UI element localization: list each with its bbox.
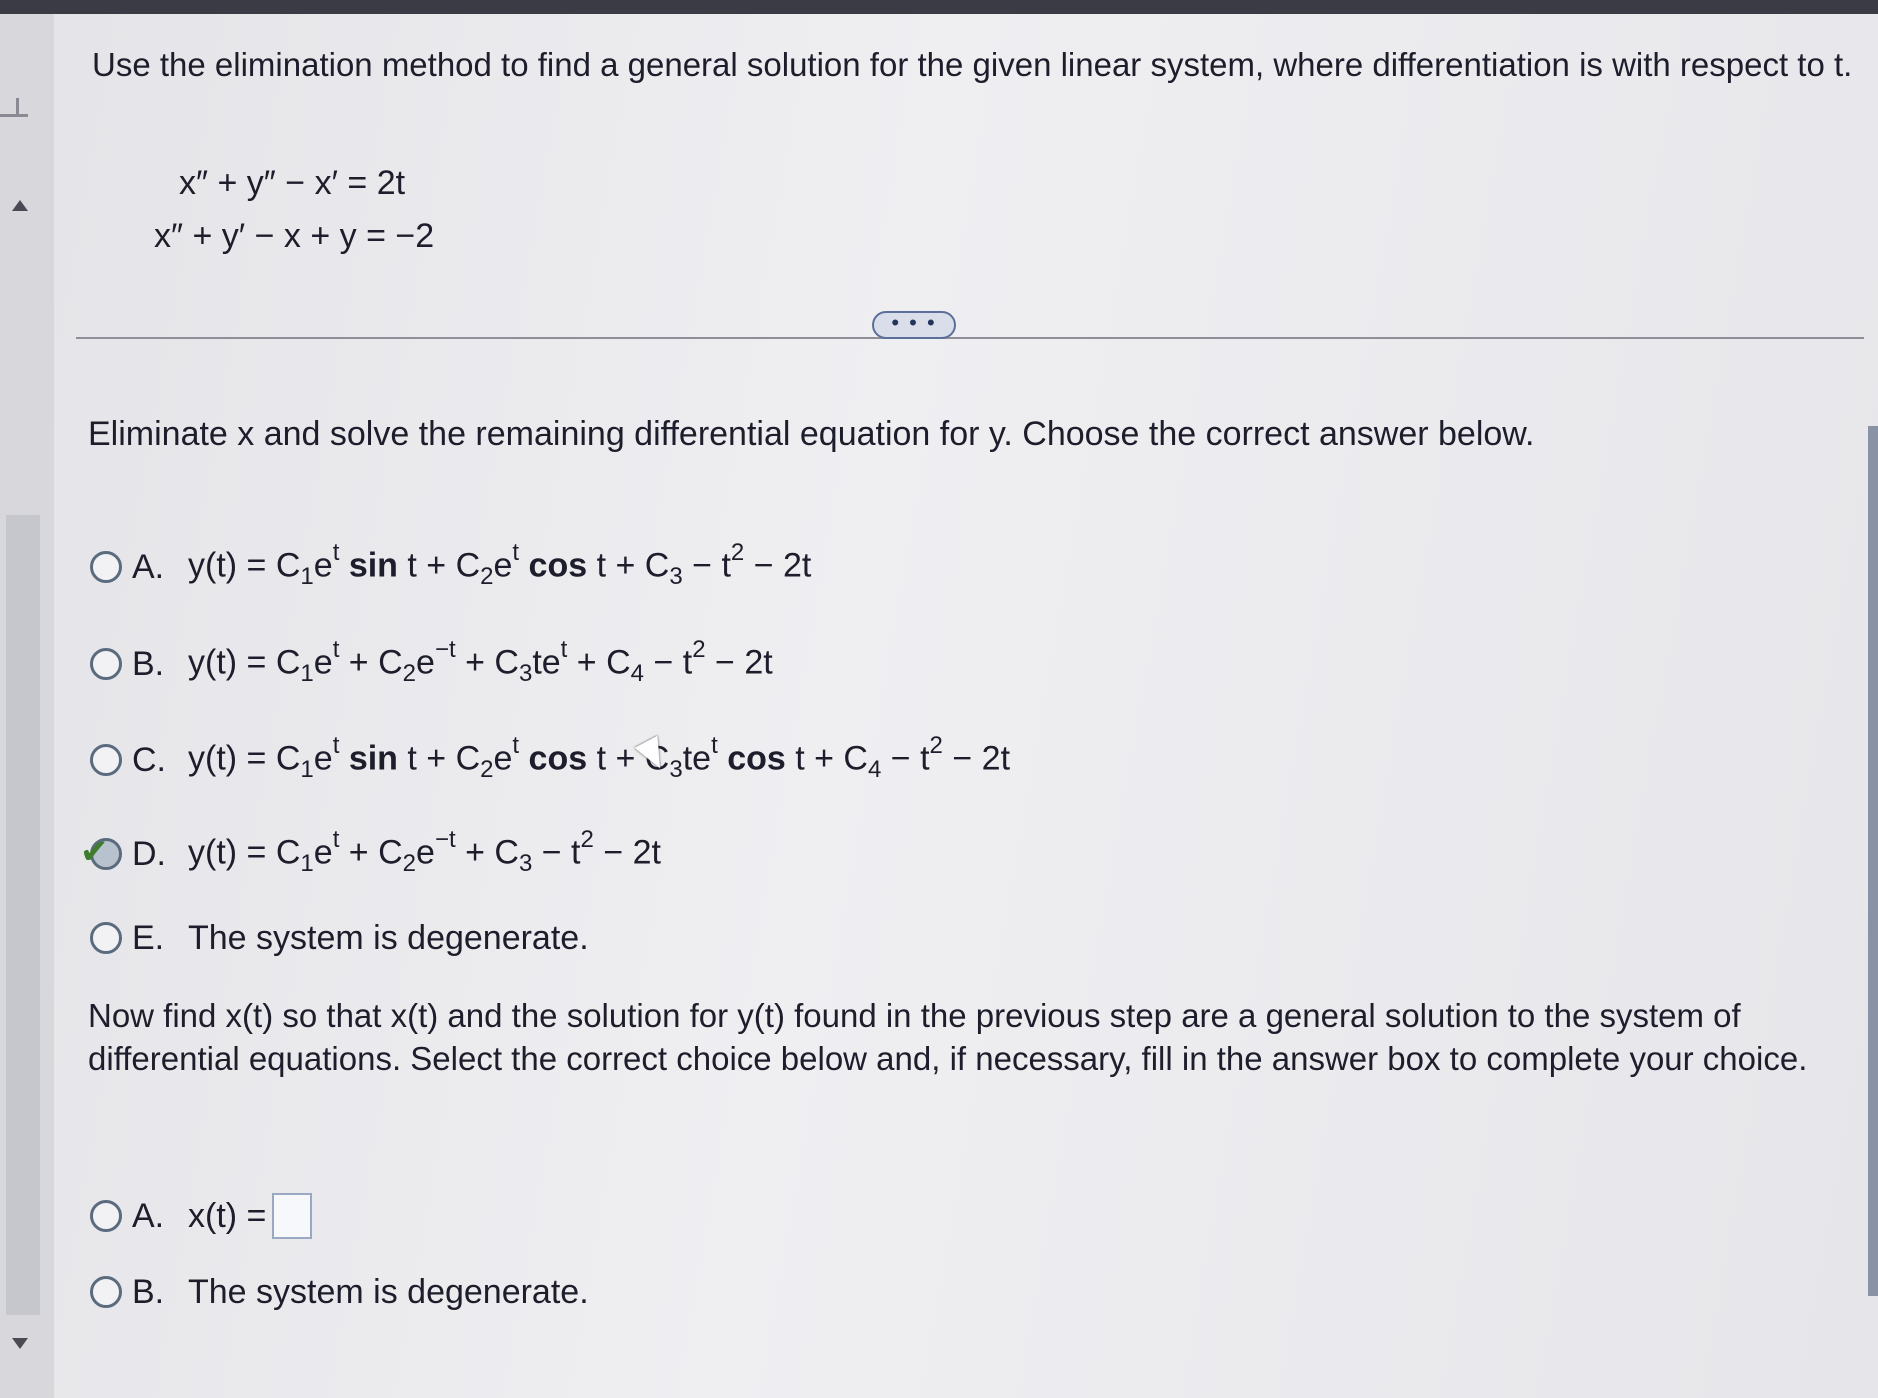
choice-a-formula: $y(t) = C_1e^t$ $\sin t + C_2e^t$ $\cos t + C_3 - t^2 - 2t$ — [188, 538, 812, 591]
check-icon: ✔ — [80, 833, 109, 871]
part2-choice-b[interactable] — [90, 1264, 589, 1320]
equation-1: x″ + y″ − x′ = 2t — [179, 164, 406, 202]
radio-button-icon[interactable] — [90, 922, 122, 954]
choice-d[interactable] — [80, 825, 661, 882]
left-scroll-up-icon[interactable] — [12, 200, 28, 211]
choice-c-formula: $y(t) = C_1e^t$ $\sin t + C_2e^t$ $\cos t + C_3te^t$ $\cos t + C_4 - t^2 - 2t$ — [188, 731, 1011, 784]
collapse-bar — [0, 114, 28, 117]
choice-d-formula: $y(t) = C_1e^t + C_2e^{-t} + C_3 - t^2 - 2t$ — [188, 825, 661, 878]
choice-c[interactable] — [90, 732, 1010, 788]
part2-choice-a[interactable] — [90, 1188, 312, 1244]
choice-letter: A. — [132, 1196, 165, 1235]
radio-button-icon[interactable] — [90, 551, 122, 583]
part2-choice-b-text: The system is degenerate. — [188, 1272, 589, 1311]
radio-button-icon[interactable] — [90, 1276, 122, 1308]
choice-letter: D. — [132, 834, 166, 873]
choice-a[interactable] — [90, 539, 811, 595]
left-scroll-down-icon[interactable] — [12, 1338, 28, 1349]
expand-button[interactable]: • • • — [872, 311, 956, 339]
right-scrollbar-thumb[interactable] — [1868, 426, 1878, 1296]
choice-b-formula: $y(t) = C_1e^t + C_2e^{-t} + C_3te^t + C_4 - t^2 - 2t$ — [188, 635, 773, 688]
choice-letter: C. — [132, 740, 166, 779]
part2-prompt: Now find x(t) so that x(t) and the solution for y(t) found in the previous step are a general solution to the system of differential equations. Select the correct choice below and, if necessary, fill in the answer box to complete your choice. — [88, 997, 1808, 1077]
choice-letter: A. — [132, 547, 165, 586]
top-bar — [0, 0, 1878, 14]
x-answer-input[interactable] — [272, 1193, 312, 1239]
choice-b[interactable] — [90, 636, 773, 692]
choice-letter: E. — [132, 918, 165, 957]
radio-button-icon[interactable] — [90, 744, 122, 776]
collapse-icon[interactable] — [16, 98, 19, 114]
question-panel — [54, 14, 1878, 1398]
left-scrollbar-thumb[interactable] — [6, 515, 40, 1315]
section-divider — [76, 337, 1864, 339]
question-text: Use the elimination method to find a general solution for the given linear system, where differentiation is with respect to t. — [92, 46, 1853, 83]
radio-button-icon[interactable] — [90, 1200, 122, 1232]
part1-prompt: Eliminate x and solve the remaining differential equation for y. Choose the correct answer below. — [88, 415, 1535, 453]
x-prefix: x(t) = — [188, 1196, 267, 1235]
choice-letter: B. — [132, 1272, 165, 1311]
radio-button-icon[interactable] — [90, 648, 122, 680]
choice-e[interactable] — [90, 910, 589, 966]
equation-2: x″ + y′ − x + y = −2 — [154, 217, 435, 255]
choice-e-text: The system is degenerate. — [188, 918, 589, 957]
choice-letter: B. — [132, 644, 165, 683]
